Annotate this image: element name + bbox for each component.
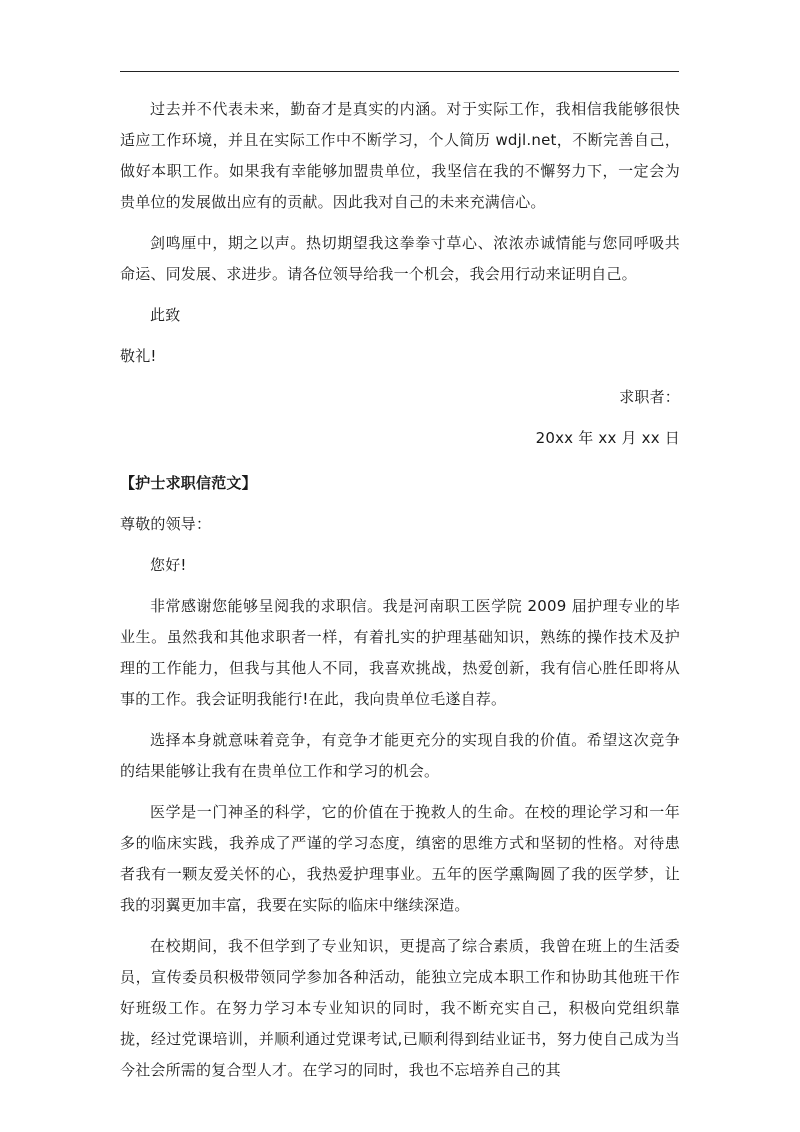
salutation: 尊敬的领导：: [120, 515, 212, 533]
greeting: 您好!: [150, 556, 187, 574]
signature-label: 求职者：: [619, 388, 680, 406]
paragraph-school: 在校期间，我不但学到了专业知识，更提高了综合素质，我曾在班上的生活委员，宣传委员积极带领同学参加各种活动，能独立完成本职工作和协助其他班干作好班级工作。在努力学习本专业知识的同时，我不断充实自己，积极向党组织靠拢，经过党课培训，并顺利通过党课考试,已顺利得到结业证书，努力使自己成为当今社会所需的复合型人才。在学习的同时，我也不忘培养自己的其: [120, 937, 680, 1079]
section-heading: 【护士求职信范文】: [120, 474, 257, 492]
paragraph-medicine: 医学是一门神圣的科学，它的价值在于挽救人的生命。在校的理论学习和一年多的临床实践，我养成了严谨的学习态度，缜密的思维方式和坚韧的性格。对待患者我有一颗友爱关怀的心，我热爱护理事业。五年的医学熏陶圆了我的医学梦，让我的羽翼更加丰富，我要在实际的临床中继续深造。: [120, 803, 680, 914]
letter-date: 20xx 年 xx 月 xx 日: [535, 429, 680, 447]
closing-jingli: 敬礼!: [120, 347, 157, 365]
document-body: [120, 94, 680, 1096]
paragraph-competition: 选择本身就意味着竞争，有竞争才能更充分的实现自我的价值。希望这次竞争的结果能够让我有在贵单位工作和学习的机会。: [120, 731, 680, 780]
paragraph-hope: 剑鸣厘中，期之以声。热切期望我这拳拳寸草心、浓浓赤诚情能与您同呼吸共命运、同发展、求进步。请各位领导给我一个机会，我会用行动来证明自己。: [120, 234, 680, 283]
paragraph-intro: 非常感谢您能够呈阅我的求职信。我是河南职工医学院 2009 届护理专业的毕业生。虽然我和其他求职者一样，有着扎实的护理基础知识，熟练的操作技术及护理的工作能力，但我与其他人不同，我喜欢挑战，热爱创新，我有信心胜任即将从事的工作。我会证明我能行!在此，我向贵单位毛遂自荐。: [120, 597, 680, 708]
header-rule: [120, 71, 679, 72]
paragraph-future: 过去并不代表未来，勤奋才是真实的内涵。对于实际工作，我相信我能够很快适应工作环境，并且在实际工作中不断学习，个人简历 wdjl.net，不断完善自己，做好本职工作。如果我有幸能够加盟贵单位，我坚信在我的不懈努力下，一定会为贵单位的发展做出应有的贡献。因此我对自己的未来充满信心。: [120, 100, 680, 211]
closing-cizhi: 此致: [150, 306, 181, 324]
